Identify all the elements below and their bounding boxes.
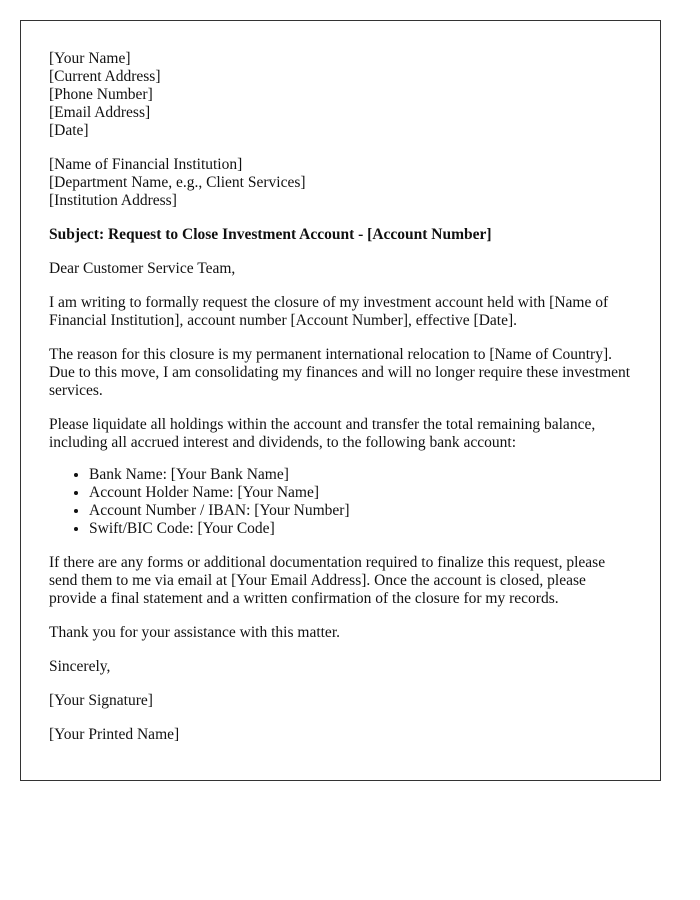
sender-phone: [Phone Number]: [49, 86, 153, 103]
recipient-block: [49, 156, 632, 210]
bank-detail-holder-name: • Account Holder Name: [Your Name]: [89, 484, 632, 502]
recipient-department: [Department Name, e.g., Client Services]: [49, 174, 306, 191]
bank-detail-bank-name: • Bank Name: [Your Bank Name]: [89, 466, 632, 484]
sender-block: [49, 50, 632, 140]
printed-name: [Your Printed Name]: [49, 726, 180, 743]
sender-address: [Current Address]: [49, 68, 161, 85]
body-paragraph-reason: The reason for this closure is my permanent international relocation to [Name of Country]. Due to this move, I am consolidating my finances and will no longer require these investment services.: [49, 346, 631, 399]
bank-details-list: [49, 466, 632, 538]
sender-email: [Email Address]: [49, 104, 151, 121]
recipient-address: [Institution Address]: [49, 192, 177, 209]
signature: [Your Signature]: [49, 692, 153, 709]
letter-document: [20, 20, 661, 781]
body-paragraph-documentation: If there are any forms or additional documentation required to finalize this request, please send them to me via email at [Your Email Address]. Once the account is closed, please provide a final statement and a written confirmation of the closure for my records.: [49, 554, 606, 607]
subject-line: Subject: Request to Close Investment Account - [Account Number]: [49, 226, 492, 243]
bank-detail-swift-code: • Swift/BIC Code: [Your Code]: [89, 520, 632, 538]
recipient-institution: [Name of Financial Institution]: [49, 156, 243, 173]
body-paragraph-request: I am writing to formally request the closure of my investment account held with [Name of Financial Institution], account number [Account Number], effective [Date].: [49, 294, 609, 329]
body-paragraph-instructions: Please liquidate all holdings within the account and transfer the total remaining balance, including all accrued interest and dividends, to the following bank account:: [49, 416, 596, 451]
bank-detail-account-number: • Account Number / IBAN: [Your Number]: [89, 502, 632, 520]
salutation: Dear Customer Service Team,: [49, 260, 236, 277]
letter-date: [Date]: [49, 122, 89, 139]
body-paragraph-thanks: Thank you for your assistance with this matter.: [49, 624, 340, 641]
signoff: Sincerely,: [49, 658, 111, 675]
sender-name: [Your Name]: [49, 50, 131, 67]
